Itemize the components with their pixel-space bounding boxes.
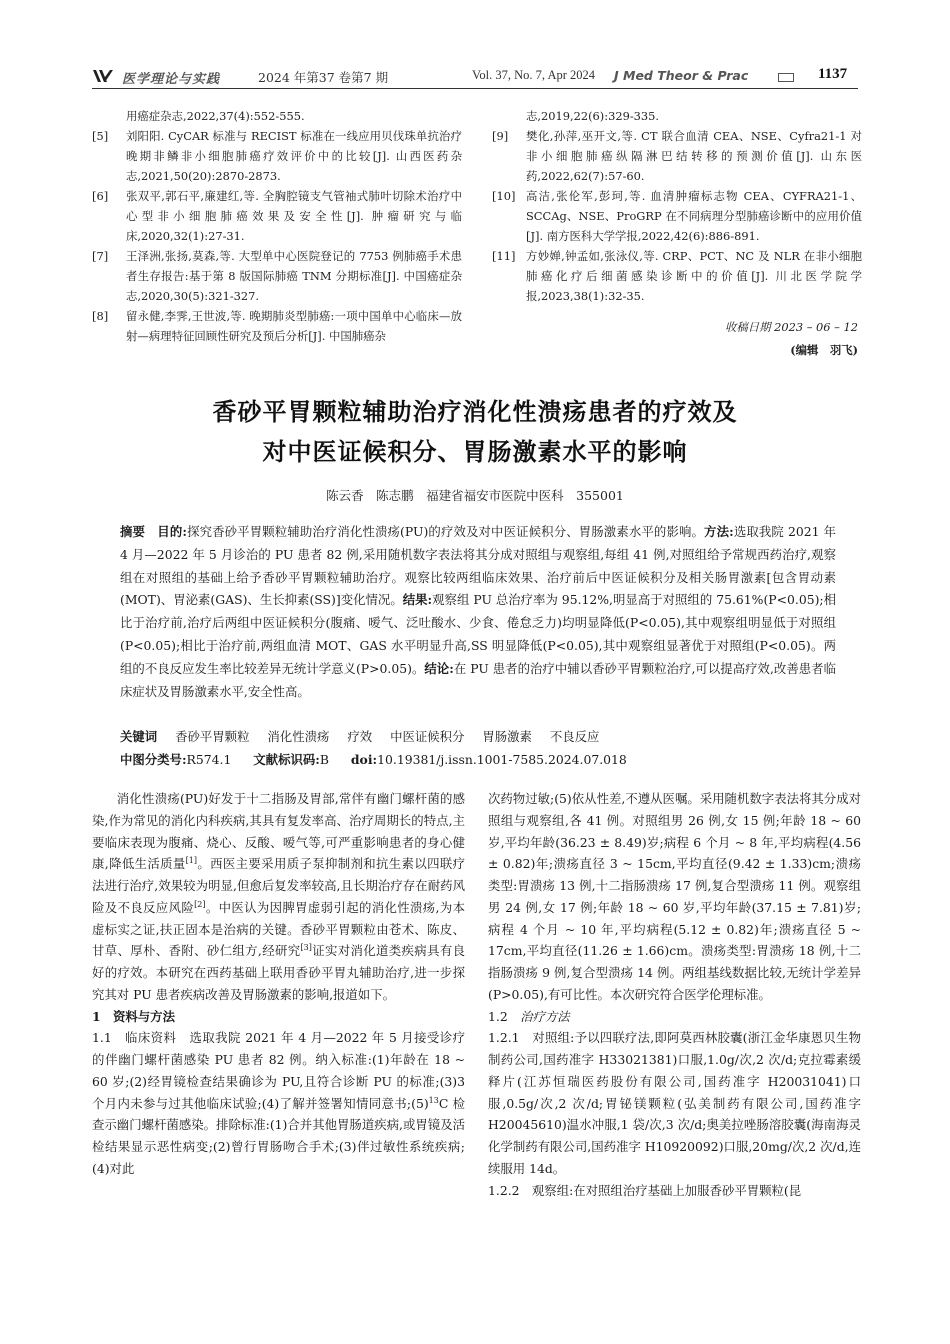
methods-label: 方法: xyxy=(704,524,734,539)
author-affiliation: 陈云香 陈志鹏 福建省福安市医院中医科 355001 xyxy=(326,488,624,503)
received-date: 收稿日期 2023 – 06 – 12 xyxy=(724,320,858,334)
subsection-heading: 1.1 临床资料 xyxy=(92,1030,177,1046)
reference-text: 留永健,李霁,王世波,等. 晚期肺炎型肺癌:一项中国单中心临床—放射—病理特征回顾性研究及预后分析[J]. 中国肺癌杂 xyxy=(126,309,462,343)
journal-name-cn: 医学理论与实践 xyxy=(122,72,221,87)
control-group-paragraph: 1.2.1 对照组:予以四联疗法,即阿莫西林胶囊(浙江金华康恩贝生物制药公司,国药准字 H33021381)口服,1.0g/次,2 次/d;克拉霉素缓释片(江苏恒瑞医药股份有限公司,国药准字 H20031041)口服,0.5g/次,2 次/d;胃铋镁颗粒(弘美制药有限公司,国药准字 H20045610)温水冲服,1 袋/次,3 次/d;奥美拉唑肠溶胶囊(海南海灵化学制药有限公司,国药准字 H10920092)口服,20mg/次,2 次/d,连续服用 14d。 xyxy=(488,1030,861,1176)
reference-text: 樊化,孙萍,巫开文,等. CT 联合血清 CEA、NSE、Cyfra21-1 对非小细胞肺癌纵隔淋巴结转移的预测价值[J]. 山东医药,2022,62(7):57-60. xyxy=(526,129,862,183)
article-title-line2: 对中医证候积分、胃肠激素水平的影响 xyxy=(262,437,688,466)
subsection-heading xyxy=(488,1006,861,1028)
editor-note: (编辑 羽飞) xyxy=(790,343,858,357)
reference-number: [8] xyxy=(92,309,109,323)
reference-item xyxy=(92,306,462,346)
subsection-number: 1.2 xyxy=(488,1008,521,1024)
intro-paragraph xyxy=(92,788,465,1006)
objective-label: 目的: xyxy=(157,524,187,539)
article-title-line1: 香砂平胃颗粒辅助治疗消化性溃疡患者的疗效及 xyxy=(212,397,738,426)
abstract xyxy=(120,521,836,703)
reference-number: [11] xyxy=(492,249,516,263)
citation: [1] xyxy=(185,856,197,866)
doi-label: doi: xyxy=(350,752,378,767)
references-left xyxy=(92,106,462,346)
header-rule xyxy=(92,88,858,89)
body-column-right xyxy=(488,788,861,1201)
doi-value: 10.19381/j.issn.1001-7585.2024.07.018 xyxy=(377,752,627,767)
keywords-label: 关键词 xyxy=(120,729,158,744)
reference-number: [6] xyxy=(92,189,109,203)
journal-logo-icon xyxy=(92,68,114,84)
references-right xyxy=(492,106,862,306)
methods-text: 选取我院 2021 年 4 月—2022 年 5 月诊治的 PU 患者 82 例,采用随机数字表法将其分成对照组与观察组,每组 41 例,对照组给予常规西药治疗,观察组在对照组的基础上给予香砂平胃颗粒辅助治疗。观察比较两组临床效果、治疗前后中医证候积分及相关肠胃激素[包含胃动素(MOT)、胃泌素(GAS)、生长抑素(SS)]变化情况。 xyxy=(120,524,837,608)
reference-item xyxy=(492,186,862,246)
reference-item xyxy=(492,126,862,186)
keyword-item: 消化性溃疡 xyxy=(267,729,330,744)
reference-item xyxy=(92,246,462,306)
clinical-data-paragraph xyxy=(92,1027,465,1179)
keyword-item: 疗效 xyxy=(347,729,373,744)
observation-group-paragraph: 1.2.2 观察组:在对照组治疗基础上加服香砂平胃颗粒(昆 xyxy=(488,1182,802,1198)
clc-label: 中图分类号: xyxy=(120,752,187,767)
clinical-data-text: 选取我院 2021 年 4 月—2022 年 5 月接受诊疗的伴幽门螺杆菌感染 PU 患者 82 例。纳入标准:(1)年龄在 18 ~ 60 岁;(2)经胃镜检查结果确诊为 PU,且符合诊断 PU 的标准;(3)3 个月内未参与过其他临床试验;(4)了解并签署知情同意书;(5) xyxy=(92,1030,465,1111)
intro-text: 。西医主要采用质子泵抑制剂和抗生素以四联疗法进行治疗,效果较为明显,但愈后复发率较高,且长期治疗存在耐药风险及不良反应风险 xyxy=(92,856,465,915)
keyword-item: 香砂平胃颗粒 xyxy=(175,729,250,744)
clinical-data-text: C 检查示幽门螺杆菌感染。排除标准:(1)合并其他胃肠道疾病,或胃镜及活检结果显示恶性病变;(2)曾行胃肠吻合手术;(3)伴过敏性系统疾病;(4)对此 xyxy=(92,1095,465,1176)
reference-text: 方妙婵,钟孟如,张泳仪,等. CRP、PCT、NC 及 NLR 在非小细胞肺癌化疗后细菌感染诊断中的价值[J]. 川北医学院学报,2023,38(1):32-35. xyxy=(526,249,862,303)
clinical-data-continuation: 次药物过敏;(5)依从性差,不遵从医嘱。采用随机数字表法将其分成对照组与观察组,各 41 例。对照组男 26 例,女 15 例;年龄 18 ~ 60 岁,平均年龄(36.23 ± 8.49)岁;病程 6 个月 ~ 8 年,平均病程(4.56 ± 0.82)年;溃疡直径 3 ~ 15cm,平均直径(9.42 ± 1.33)cm;溃疡类型:胃溃疡 13 例,十二指肠溃疡 17 例,复合型溃疡 11 例。观察组男 24 例,女 17 例;年龄 18 ~ 60 岁,平均年龄(37.15 ± 7.81)岁;病程 4 个月 ~ 10 年,平均病程(5.12 ± 0.82)年;溃疡直径 5 ~ 17cm,平均直径(11.26 ± 1.66)cm。溃疡类型:胃溃疡 18 例,十二指肠溃疡 9 例,复合型溃疡 14 例。两组基线数据比较,无统计学差异(P>0.05),有可比性。本次研究符合医学伦理标准。 xyxy=(488,791,861,1002)
keyword-item: 不良反应 xyxy=(549,729,600,744)
issue-info-en: Vol. 37, No. 7, Apr 2024 xyxy=(472,68,596,82)
reference-item xyxy=(92,186,462,246)
classification-line xyxy=(120,750,836,768)
reference-continuation: 志,2019,22(6):329-335. xyxy=(526,109,660,123)
reference-item xyxy=(92,126,462,186)
keyword-item: 中医证候积分 xyxy=(390,729,465,744)
page-number: 1137 xyxy=(818,66,848,82)
reference-number: [7] xyxy=(92,249,109,263)
conclusion-text: 在 PU 患者的治疗中辅以香砂平胃颗粒治疗,可以提高疗效,改善患者临床症状及胃肠激素水平,安全性高。 xyxy=(120,660,836,699)
issue-info-cn: 2024 年第37 卷第7 期 xyxy=(258,70,389,85)
clc-value: R574.1 xyxy=(186,752,232,767)
citation: [3] xyxy=(300,943,312,953)
subsection-title: 治疗方法 xyxy=(520,1008,570,1024)
reference-number: [5] xyxy=(92,129,109,143)
keyword-item: 胃肠激素 xyxy=(482,729,532,744)
citation: [2] xyxy=(194,899,206,909)
conclusion-label: 结论: xyxy=(424,660,454,676)
body-column-left xyxy=(92,788,465,1180)
reference-number: [10] xyxy=(492,189,516,203)
reference-text: 高洁,张伦军,彭珂,等. 血清肿瘤标志物 CEA、CYFRA21-1、SCCAg、NSE、ProGRP 在不同病理分型肺癌诊断中的应用价值[J]. 南方医科大学学报,2022,42(6):886-891. xyxy=(526,189,862,243)
reference-continuation: 用癌症杂志,2022,37(4):552-555. xyxy=(126,109,305,123)
objective-text: 探究香砂平胃颗粒辅助治疗消化性溃疡(PU)的疗效及对中医证候积分、胃肠激素水平的影响。 xyxy=(186,524,705,539)
doc-code-label: 文献标识码: xyxy=(253,752,320,767)
reference-text: 刘阳阳. CyCAR 标准与 RECIST 标准在一线应用贝伐珠单抗治疗晚期非鳞非小细胞肺癌疗效评价中的比较[J]. 山西医药杂志,2021,50(20):2870-2873. xyxy=(126,129,462,183)
reference-text: 张双平,郭石平,廉建红,等. 全胸腔镜支气管袖式肺叶切除术治疗中心型非小细胞肺癌效果及安全性[J]. 肿瘤研究与临床,2020,32(1):27-31. xyxy=(126,189,462,243)
reference-text: 王泽洲,张扬,莫森,等. 大型单中心医院登记的 7753 例肺癌手术患者生存报告:基于第 8 版国际肺癌 TNM 分期标准[J]. 中国癌症杂志,2020,30(5):321-327. xyxy=(126,249,462,303)
results-text: 观察组 PU 总治疗率为 95.12%,明显高于对照组的 75.61%(P<0.05);相比于治疗前,治疗后两组中医证候积分(腹痛、嗳气、泛吐酸水、少食、倦怠乏力)均明显降低(P<0.05),其中观察组明显低于对照组(P<0.05);相比于治疗前,两组血清 MOT、GAS 水平明显升高,SS 明显降低(P<0.05),其中观察组显著优于对照组(P<0.05)。两组的不良反应发生率比较差异无统计学意义(P>0.05)。 xyxy=(120,592,836,676)
isotope-superscript: 13 xyxy=(428,1095,439,1105)
abstract-label: 摘要 xyxy=(120,524,146,539)
reference-item xyxy=(492,246,862,306)
section-heading: 1 资料与方法 xyxy=(92,1008,175,1024)
intro-text: 消化性溃疡(PU)好发于十二指肠及胃部,常伴有幽门螺杆菌的感染,作为常见的消化内科疾病,其具有复发率高、治疗周期长的特点,主要临床表现为腹痛、烧心、反酸、嗳气等,可严重影响患者的身心健康,降低生活质量 xyxy=(92,791,465,872)
running-header xyxy=(92,64,858,88)
intro-text: 。中医认为因脾胃虚弱引起的消化性溃疡,为本虚标实之证,扶正固本是治病的关键。香砂平胃颗粒由苍术、陈皮、甘草、厚朴、香附、砂仁组方,经研究 xyxy=(92,899,465,959)
results-label: 结果: xyxy=(402,592,433,608)
keywords xyxy=(120,727,836,745)
journal-name-en: J Med Theor & Prac xyxy=(614,68,749,83)
reference-number: [9] xyxy=(492,129,509,143)
header-box-icon xyxy=(778,73,794,82)
intro-text: 证实对消化道类疾病具有良好的疗效。本研究在西药基础上联用香砂平胃丸辅助治疗,进一步探究其对 PU 患者疾病改善及胃肠激素的影响,报道如下。 xyxy=(92,943,465,1002)
doc-code-value: B xyxy=(319,752,329,767)
